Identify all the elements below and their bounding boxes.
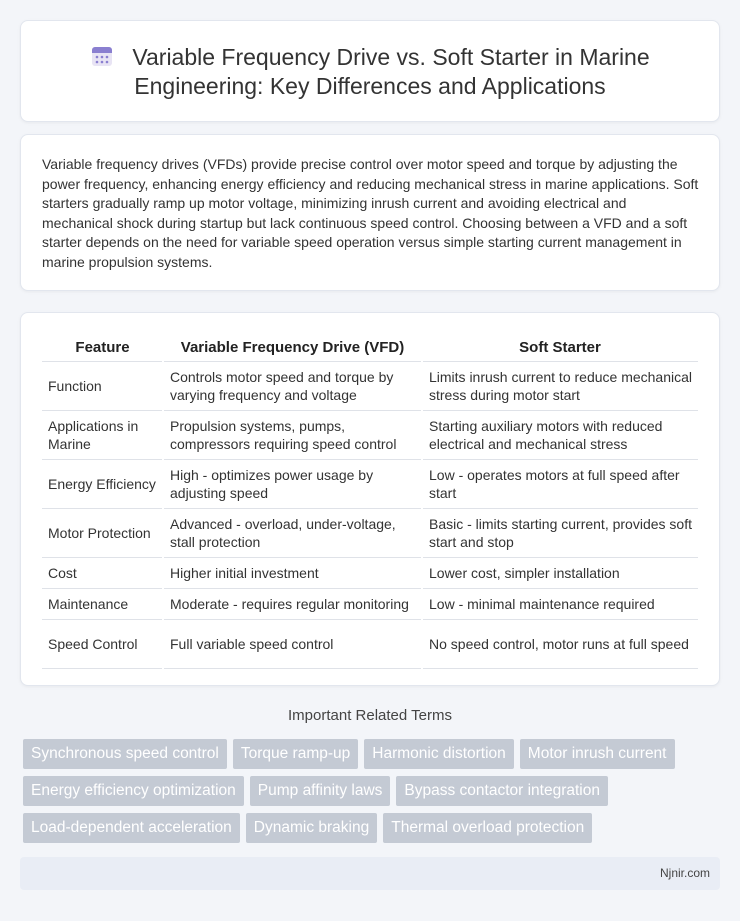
soft-starter-cell: Basic - limits starting current, provides soft start and stop	[422, 508, 698, 557]
term-tag[interactable]: Bypass contactor integration	[396, 776, 608, 806]
table-row	[42, 588, 698, 619]
comparison-card	[20, 312, 720, 686]
calendar-grid-icon	[90, 44, 114, 68]
term-tag[interactable]: Torque ramp-up	[233, 739, 358, 769]
intro-paragraph: Variable frequency drives (VFDs) provide precise control over motor speed and torque by adjusting the power frequency, enhancing energy efficiency and reducing mechanical stress in marine applications. Soft starters gradually ramp up motor voltage, minimizing inrush current and avoiding electrical and mechanical shock during startup but lack continuous speed control. Choosing between a VFD and a soft starter depends on the need for variable speed operation versus simple starting current management in marine propulsion systems.	[42, 156, 699, 270]
title-line-2: Engineering: Key Differences and Applications	[134, 73, 606, 99]
header-vfd: Variable Frequency Drive (VFD)	[163, 333, 422, 361]
feature-cell: Motor Protection	[42, 508, 163, 557]
table-row	[42, 459, 698, 508]
table-row	[42, 361, 698, 410]
term-row	[23, 776, 723, 806]
term-tag[interactable]: Synchronous speed control	[23, 739, 227, 769]
term-tag[interactable]: Thermal overload protection	[383, 813, 592, 843]
term-tag[interactable]: Energy efficiency optimization	[23, 776, 244, 806]
feature-cell: Maintenance	[42, 588, 163, 619]
feature-cell: Function	[42, 361, 163, 410]
related-terms-heading: Important Related Terms	[288, 707, 452, 724]
term-row	[23, 739, 723, 769]
table-header-row	[42, 333, 698, 361]
vfd-cell: Higher initial investment	[163, 557, 422, 588]
soft-starter-cell: Limits inrush current to reduce mechanical stress during motor start	[422, 361, 698, 410]
vfd-cell: Propulsion systems, pumps, compressors requiring speed control	[163, 410, 422, 459]
footer	[20, 857, 720, 890]
vfd-cell: Moderate - requires regular monitoring	[163, 588, 422, 619]
table-row	[42, 410, 698, 459]
feature-cell: Applications in Marine	[42, 410, 163, 459]
related-terms	[23, 739, 723, 850]
term-tag[interactable]: Load-dependent acceleration	[23, 813, 240, 843]
header-feature: Feature	[42, 333, 163, 361]
intro-card	[20, 134, 720, 291]
title-card	[20, 20, 720, 122]
feature-cell: Energy Efficiency	[42, 459, 163, 508]
table-row	[42, 557, 698, 588]
term-row	[23, 813, 723, 843]
term-tag[interactable]: Pump affinity laws	[250, 776, 391, 806]
page-title	[21, 43, 719, 101]
vfd-cell: Controls motor speed and torque by varying frequency and voltage	[163, 361, 422, 410]
title-line-1: Variable Frequency Drive vs. Soft Starter in Marine	[132, 44, 650, 70]
term-tag[interactable]: Harmonic distortion	[364, 739, 514, 769]
comparison-table	[42, 333, 698, 669]
term-tag[interactable]: Dynamic braking	[246, 813, 377, 843]
soft-starter-cell: No speed control, motor runs at full speed	[422, 619, 698, 668]
table-row	[42, 508, 698, 557]
table-row	[42, 619, 698, 668]
vfd-cell: High - optimizes power usage by adjusting speed	[163, 459, 422, 508]
soft-starter-cell: Starting auxiliary motors with reduced electrical and mechanical stress	[422, 410, 698, 459]
feature-cell: Cost	[42, 557, 163, 588]
soft-starter-cell: Lower cost, simpler installation	[422, 557, 698, 588]
header-soft-starter: Soft Starter	[422, 333, 698, 361]
soft-starter-cell: Low - operates motors at full speed after start	[422, 459, 698, 508]
footer-site-link[interactable]: Njnir.com	[659, 866, 710, 880]
term-tag[interactable]: Motor inrush current	[520, 739, 675, 769]
vfd-cell: Advanced - overload, under-voltage, stall protection	[163, 508, 422, 557]
soft-starter-cell: Low - minimal maintenance required	[422, 588, 698, 619]
vfd-cell: Full variable speed control	[163, 619, 422, 668]
feature-cell: Speed Control	[42, 619, 163, 668]
